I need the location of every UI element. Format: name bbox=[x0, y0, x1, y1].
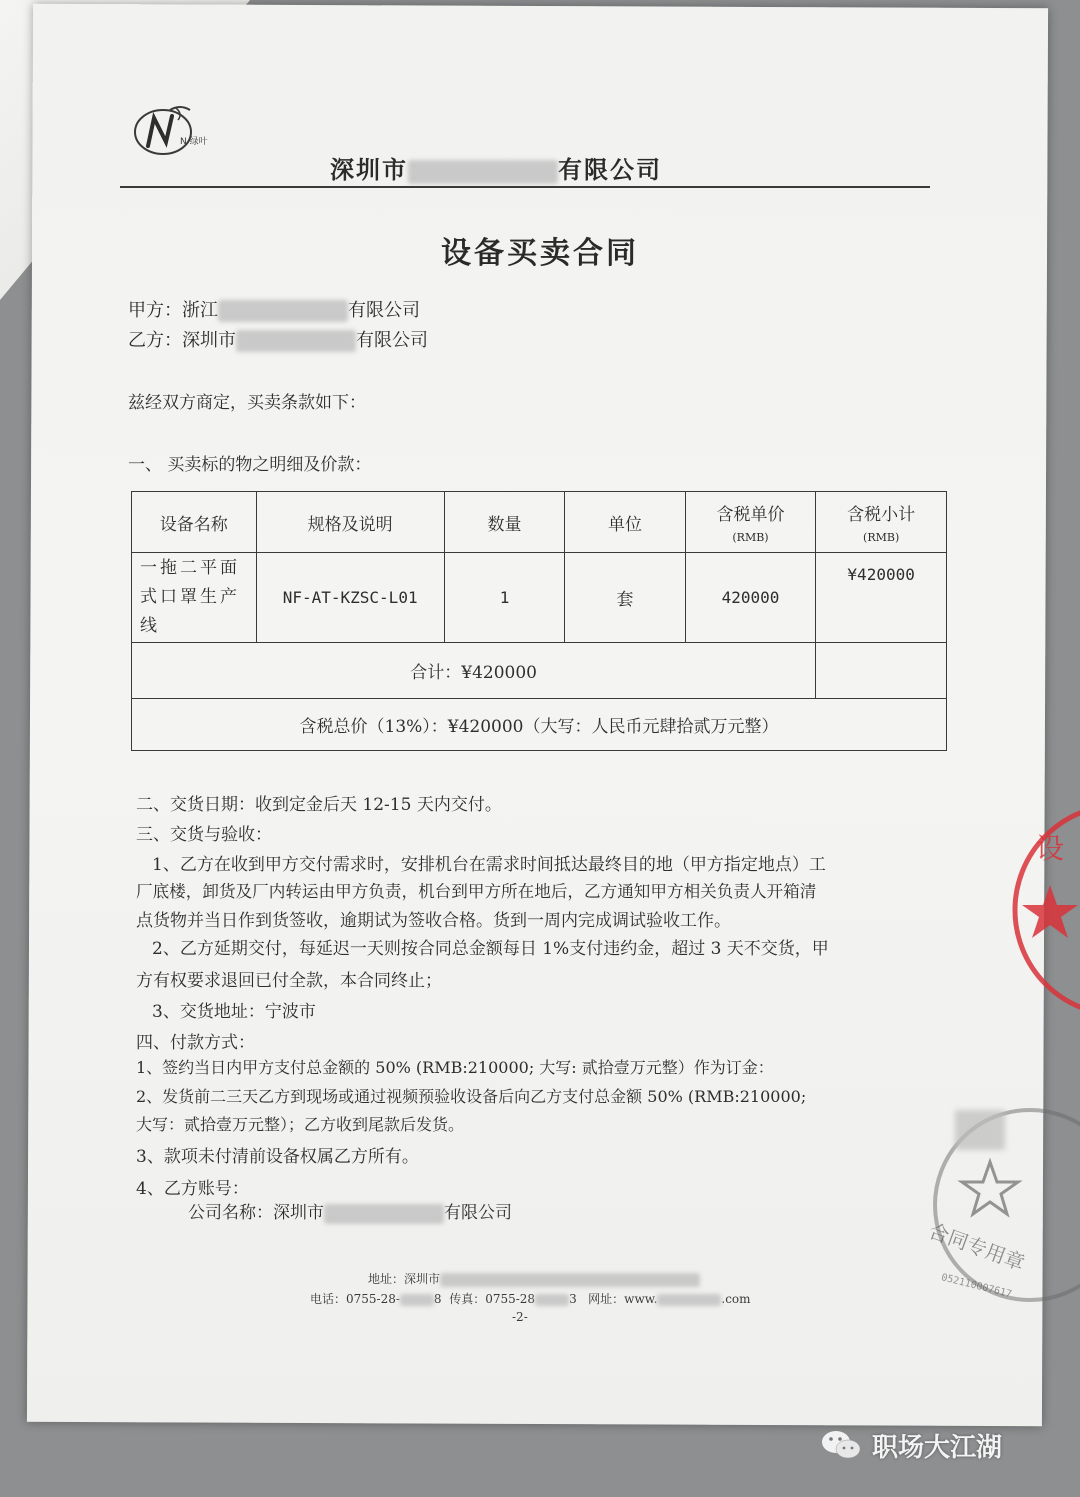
party-a bbox=[128, 296, 420, 322]
clause-4-heading: 四、付款方式： bbox=[136, 1033, 255, 1053]
party-a-suffix: 有限公司 bbox=[348, 300, 420, 321]
cell-total: 含税总价（13%）：¥420000（大写：人民币元肆拾贰万元整） bbox=[132, 699, 947, 751]
cell-spec: NF-AT-KZSC-L01 bbox=[256, 553, 444, 643]
th-name: 设备名称 bbox=[132, 492, 257, 553]
clause-3-heading: 三、交货与验收： bbox=[136, 825, 272, 845]
contract-stamp-number: 052110007617 bbox=[940, 1272, 1013, 1301]
clause-3-3: 3、交货地址：宁波市 bbox=[152, 1002, 316, 1022]
footer-tel-end: 8 bbox=[433, 1292, 442, 1306]
section-1-heading: 一、 买卖标的物之明细及价款： bbox=[128, 455, 372, 475]
table-total-row bbox=[132, 699, 947, 751]
th-price-unit: (RMB) bbox=[732, 531, 769, 544]
cell-price: 420000 bbox=[685, 553, 816, 643]
company-suffix: 有限公司 bbox=[558, 155, 662, 184]
th-price bbox=[685, 492, 816, 553]
th-subtotal-unit: (RMB) bbox=[863, 531, 900, 544]
contract-stamp-text: 合同专用章 bbox=[925, 1218, 1028, 1276]
cell-subtotal: ¥420000 bbox=[816, 553, 947, 643]
redacted-name bbox=[408, 160, 558, 184]
account-company bbox=[188, 1198, 512, 1224]
redacted-party-b bbox=[236, 330, 356, 352]
account-company-prefix: 公司名称：深圳市 bbox=[188, 1203, 324, 1223]
red-stamp-text: 设 bbox=[1036, 832, 1065, 865]
document-title: 设备买卖合同 bbox=[441, 236, 639, 271]
table-sum-row bbox=[132, 643, 947, 699]
th-subtotal-label: 含税小计 bbox=[847, 505, 916, 525]
cell-qty: 1 bbox=[444, 553, 564, 643]
th-unit: 单位 bbox=[565, 492, 685, 553]
redacted-address bbox=[440, 1273, 700, 1287]
clause-3-1-line1: 1、乙方在收到甲方交付需求时，安排机台在需求时间抵达最终目的地（甲方指定地点）工 bbox=[152, 855, 826, 875]
cell-sum: 合计：¥420000 bbox=[132, 643, 816, 699]
footer-tel: 电话：0755-28- bbox=[310, 1292, 400, 1306]
party-a-label: 甲方：浙江 bbox=[128, 300, 218, 321]
intro-text: 兹经双方商定，买卖条款如下： bbox=[128, 393, 366, 413]
cell-unit: 套 bbox=[565, 553, 685, 643]
cell-name: 一拖二平面式口罩生产线 bbox=[132, 553, 257, 643]
footer-web-end: .com bbox=[721, 1292, 751, 1306]
red-seal-stamp bbox=[1010, 790, 1080, 1030]
watermark-text: 职场大江湖 bbox=[872, 1432, 1003, 1463]
party-b-suffix: 有限公司 bbox=[356, 330, 428, 351]
table-header-row bbox=[132, 492, 947, 553]
clause-3-1-line3: 点货物并当日作到货签收，逾期试为签收合格。货到一周内完成调试验收工作。 bbox=[136, 911, 731, 931]
footer-fax-end: 3 bbox=[569, 1292, 577, 1306]
footer-web: 网址：www. bbox=[588, 1292, 658, 1306]
account-company-suffix: 有限公司 bbox=[444, 1203, 512, 1223]
company-prefix: 深圳市 bbox=[330, 155, 408, 184]
redacted-party-a bbox=[218, 300, 348, 322]
clause-2: 二、交货日期：收到定金后天 12-15 天内交付。 bbox=[136, 795, 502, 815]
th-spec: 规格及说明 bbox=[256, 492, 444, 553]
clause-4-2-line1: 2、发货前二三天乙方到现场或通过视频预验收设备后向乙方支付总金额 50% (RMB:210000; bbox=[136, 1087, 807, 1106]
clause-3-2-line1: 2、乙方延期交付，每延迟一天则按合同总金额每日 1%支付违约金，超过 3 天不交货，甲 bbox=[152, 939, 829, 959]
clause-4-3: 3、款项未付清前设备权属乙方所有。 bbox=[136, 1147, 419, 1167]
clause-4-4: 4、乙方账号： bbox=[136, 1179, 249, 1199]
clause-3-1-line2: 厂底楼，卸货及厂内转运由甲方负责，机台到甲方所在地后，乙方通知甲方相关负责人开箱清 bbox=[136, 882, 817, 901]
contract-seal-stamp bbox=[925, 1090, 1080, 1320]
th-qty: 数量 bbox=[444, 492, 564, 553]
logo-text: N 绿叶 bbox=[180, 137, 208, 147]
cell-sum-empty bbox=[816, 643, 947, 699]
party-b bbox=[128, 326, 428, 352]
footer-address-label: 地址：深圳市 bbox=[368, 1272, 441, 1286]
footer-address bbox=[368, 1270, 700, 1287]
clause-4-1: 1、签约当日内甲方支付总金额的 50% (RMB:210000; 大写: 贰拾壹万元整）作为订金： bbox=[136, 1058, 774, 1077]
th-price-label: 含税单价 bbox=[716, 505, 785, 525]
clause-3-2-line2: 方有权要求退回已付全款，本合同终止； bbox=[136, 971, 442, 991]
footer-contacts bbox=[310, 1290, 751, 1307]
wechat-icon bbox=[820, 1427, 862, 1463]
wechat-watermark bbox=[820, 1420, 1050, 1470]
clause-4-2-line2: 大写：贰拾壹万元整）；乙方收到尾款后发货。 bbox=[136, 1115, 465, 1134]
party-b-label: 乙方：深圳市 bbox=[128, 330, 236, 351]
redacted-tel bbox=[400, 1294, 434, 1306]
redacted-fax bbox=[535, 1294, 569, 1306]
redacted-web bbox=[657, 1294, 721, 1306]
items-table bbox=[131, 491, 947, 751]
company-logo-icon bbox=[128, 100, 208, 160]
redacted-account-company bbox=[324, 1204, 444, 1224]
th-subtotal bbox=[816, 492, 947, 553]
footer-fax: 传真：0755-28 bbox=[449, 1292, 536, 1306]
letterhead-rule bbox=[120, 186, 930, 188]
letterhead-company-name bbox=[330, 150, 662, 185]
page-number: -2- bbox=[512, 1310, 528, 1324]
table-row bbox=[132, 553, 947, 643]
